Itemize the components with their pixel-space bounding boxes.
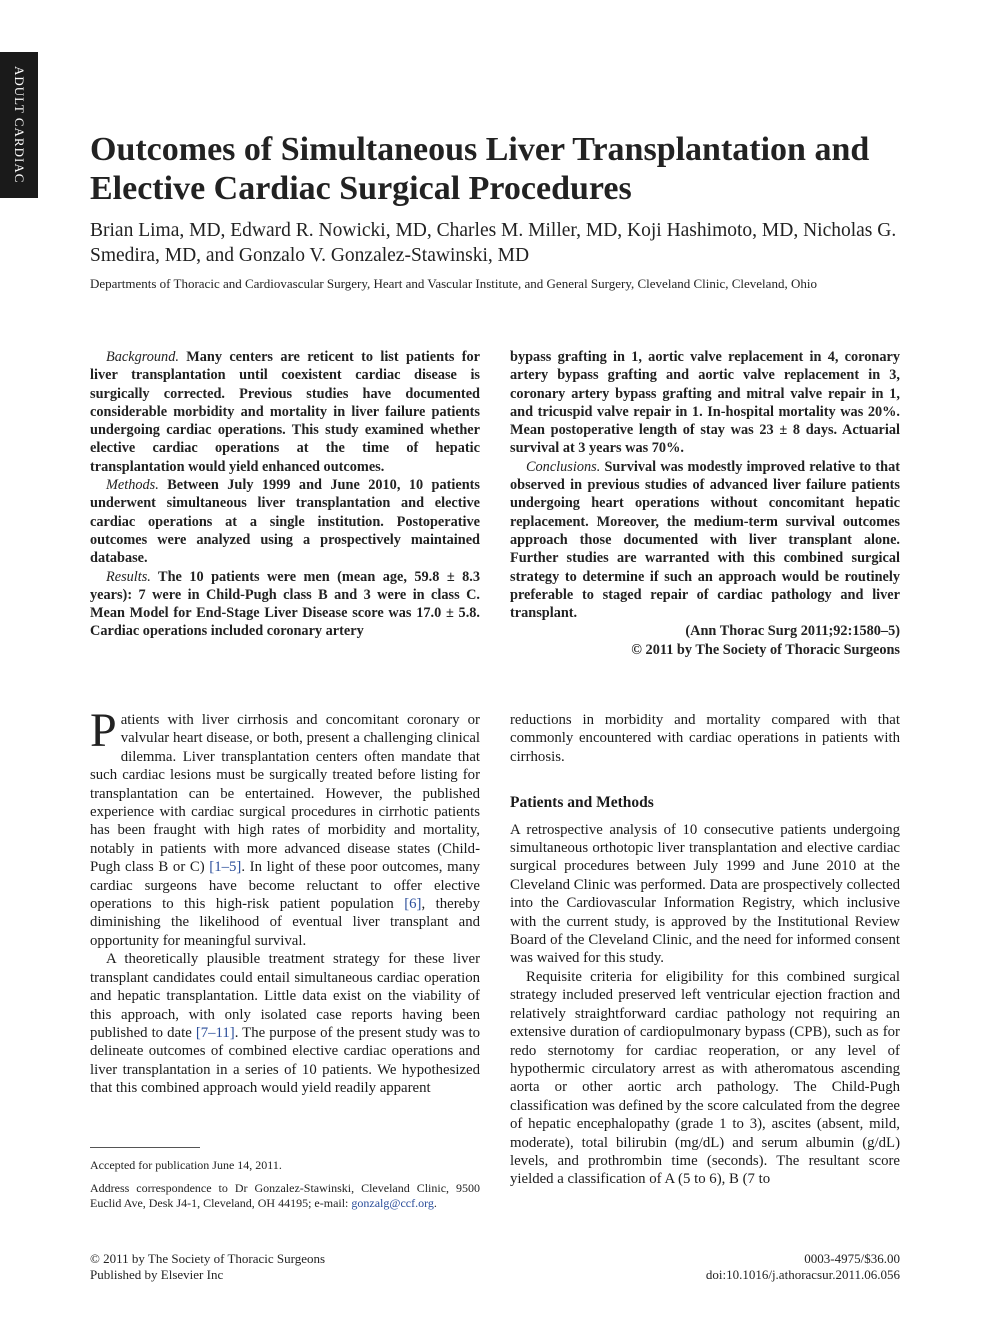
abstract-results xyxy=(90,568,480,641)
footnote-correspondence xyxy=(90,1181,480,1211)
background-label: Background. xyxy=(106,349,179,365)
footnote-accepted: Accepted for publication June 14, 2011. xyxy=(90,1158,282,1172)
methods-paragraph-1: A retrospective analysis of 10 consecutive patients undergoing simultaneous orthotopic liver transplantation and elective cardiac surgical procedures between July 1999 and June 2010 at the Cleveland Clinic was performed. Data are prospectively collected into the Cardiovascular Information Registry, which inclusive with the current study, is approved by the Institutional Review Board of the Cleveland Clinic, and the need for informed consent was waived for this study. xyxy=(510,821,900,967)
intro-paragraph-2 xyxy=(90,950,480,1097)
abstract-conclusions xyxy=(510,458,900,623)
conclusions-label: Conclusions. xyxy=(526,458,601,475)
affiliation: Departments of Thoracic and Cardiovascular Surgery, Heart and Vascular Institute, and General Surgery, Cleveland Clinic, Cleveland, Ohio xyxy=(90,276,817,291)
results-text: The 10 patients were men (mean age, 59.8 ± 8.3 years): 7 were in Child-Pugh class B and 3 were in class C. Mean Model for End-Stage Liver Disease score was 17.0 ± 5.8. Cardiac operations included coronary artery xyxy=(90,568,480,640)
correspondence-text: Address correspondence to Dr Gonzalez-Stawinski, Cleveland Clinic, 9500 Euclid Ave, Desk J4-1, Cleveland, OH 44195; e-mail: xyxy=(90,1181,480,1210)
correspondence-period: . xyxy=(433,1196,437,1210)
background-text: Many centers are reticent to list patients for liver transplantation until coexistent cardiac disease is surgically corrected. Previous studies have documented considerable morbidity and mortality in liver failure patients undergoing cardiac operations. This study examined whether elective cardiac operations at the time of hepatic transplantation would yield enhanced outcomes. xyxy=(90,349,480,475)
abstract-background xyxy=(90,348,480,476)
conclusions-text: Survival was modestly improved relative to that observed in previous studies of advanced liver failure patients undergoing heart operations without concomitant hepatic replacement. Moreover, the medium-term survival outcomes approach those documented with liver transplant alone. Further studies are warranted with this combined surgical strategy to determine if such an approach would be routinely preferable to staged repair of cardiac pathology and liver transplant. xyxy=(510,458,900,622)
reference-link-7-11[interactable]: [7–11] xyxy=(195,1024,235,1041)
drop-cap: P xyxy=(90,704,117,757)
footer-publisher: Published by Elsevier Inc xyxy=(90,1266,224,1282)
body-right-column xyxy=(510,711,900,1189)
footer-copyright: © 2011 by The Society of Thoracic Surgeons xyxy=(90,1251,326,1266)
author-list: Brian Lima, MD, Edward R. Nowicki, MD, Charles M. Miller, MD, Koji Hashimoto, MD, Nicholas G. Smedira, MD, and Gonzalo V. Gonzalez-Stawinski, MD xyxy=(90,220,897,266)
footnote-divider xyxy=(90,1147,200,1148)
abstract-results-continued: bypass grafting in 1, aortic valve replacement in 4, coronary artery bypass grafting and aortic valve replacement in 3, coronary artery bypass grafting and mitral valve repair in 1, and tricuspid valve repair in 1. In-hospital mortality was 20%. Mean postoperative length of stay was 23 ± 8 days. Actuarial survival at 3 years was 70%. xyxy=(510,349,900,457)
journal-citation: (Ann Thorac Surg 2011;92:1580–5) xyxy=(685,623,900,640)
abstract-right-column xyxy=(510,348,900,659)
intro-text-c: , thereby diminishing the likelihood of eventual liver transplant and opportunity for meaningful survival. xyxy=(90,896,480,949)
methods-text: Between July 1999 and June 2010, 10 patients underwent simultaneous liver transplantation and elective cardiac operations at a single institution. Postoperative outcomes were analyzed using a prospectively maintained database. xyxy=(90,477,480,567)
abstract-left-column xyxy=(90,348,480,641)
methods-label: Methods. xyxy=(106,477,159,494)
footer-left xyxy=(90,1251,490,1282)
intro-text-a: atients with liver cirrhosis and concomitant coronary or valvular heart disease, or both, present a challenging clinical dilemma. Liver transplantation centers often mandate that such cardiac lesions must be surgically treated before listing for transplantation can be entertained. However, the published experience with cardiac surgical procedures in cirrhotic patients has been fraught with high rates of morbidity and mortality, notably in patients with more advanced disease states (Child-Pugh class B or C) xyxy=(90,712,480,876)
reference-link-1-5[interactable]: [1–5] xyxy=(209,859,242,876)
footer-right xyxy=(500,1251,900,1282)
abstract-methods xyxy=(90,476,480,567)
intro-paragraph-1 xyxy=(90,704,480,950)
intro2-text-b: . The purpose of the present study was to delineate outcomes of combined elective cardiac operations and liver transplantation in a series of 10 patients. We hypothesized that this combined approach would yield readily apparent xyxy=(90,1024,480,1097)
reference-link-6[interactable]: [6] xyxy=(404,896,422,913)
results-label: Results. xyxy=(106,568,151,585)
intro-paragraph-continued: reductions in morbidity and mortality compared with that commonly encountered with cardiac operations in patients with cirrhosis. xyxy=(510,712,900,765)
article-title: Outcomes of Simultaneous Liver Transplantation and Elective Cardiac Surgical Procedures xyxy=(90,131,870,207)
section-tab-label: ADULT CARDIAC xyxy=(12,66,27,184)
footer-price: 0003-4975/$36.00 xyxy=(804,1251,900,1266)
section-tab xyxy=(0,52,38,198)
footer-doi: doi:10.1016/j.athoracsur.2011.06.056 xyxy=(705,1266,900,1282)
body-left-column xyxy=(90,704,480,1098)
abstract-copyright: © 2011 by The Society of Thoracic Surgeons xyxy=(631,641,900,658)
intro-text-b: . In light of these poor outcomes, many cardiac surgeons have become reluctant to offer elective operations to this high-risk patient population xyxy=(90,859,480,913)
methods-paragraph-2: Requisite criteria for eligibility for this combined surgical strategy included preserved left ventricular ejection fraction and relatively straightforward cardiac pathology not requiring an extensive duration of cardiopulmonary bypass (CPB), such as for redo sternotomy for cardiac reoperation, or any level of hypothermic circulatory arrest as with atheromatous ascending aorta or other aortic arch pathology. The Child-Pugh classification was defined by the score calculated from the degree of hepatic encephalopathy (grade 1 to 3), ascites (absent, mild, moderate), total bilirubin (mg/dL) and serum albumin (g/dL) levels, and prothrombin time (seconds). The resultant score yielded a classification of A (5 to 6), B (7 to xyxy=(510,968,900,1188)
email-link[interactable]: gonzalg@ccf.org xyxy=(351,1196,434,1210)
intro2-text-a: A theoretically plausible treatment strategy for these liver transplant candidates could entail simultaneous cardiac operation and hepatic transplantation. Little data exist on the viability of this approach, with only isolated case reports having been published to date xyxy=(90,951,480,1041)
section-heading-methods: Patients and Methods xyxy=(510,794,654,812)
